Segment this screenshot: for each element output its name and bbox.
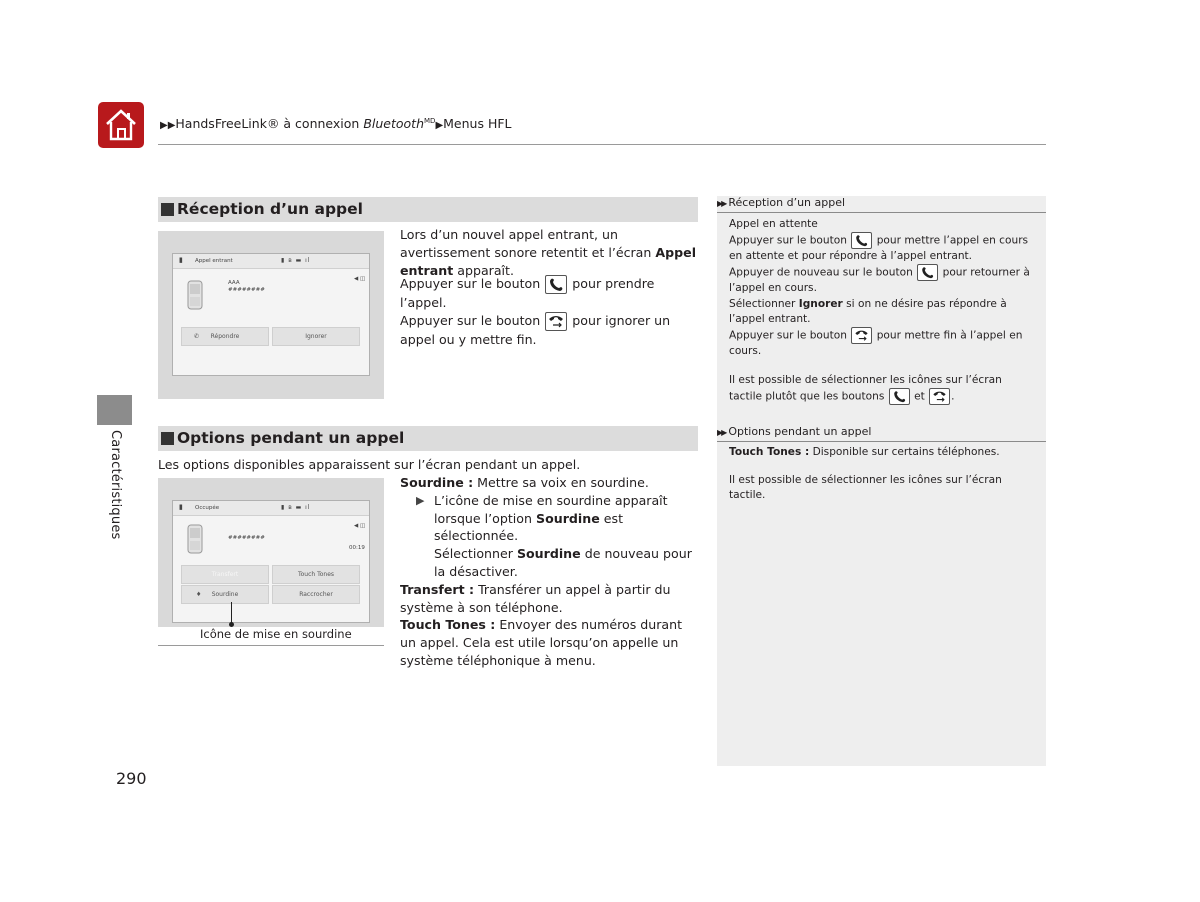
crumb-bluetooth: Bluetooth — [363, 116, 424, 131]
volume-icon: ◀ ◫ — [354, 523, 366, 529]
reception-paragraph-2: Appuyer sur le bouton pour prendre l’appel. Appuyer sur le bouton pour ignorer un appel ou y mettre fin. — [400, 276, 671, 347]
mute-icon-caption: Icône de mise en sourdine — [200, 627, 352, 641]
call-number: ######## — [228, 535, 265, 541]
notes-panel — [717, 196, 1046, 766]
pick-up-button-icon — [851, 232, 872, 249]
screen-title: Appel entrant — [195, 258, 233, 264]
section-square-icon — [161, 432, 174, 445]
hang-up-button-icon — [929, 388, 950, 405]
screen-touch-tones-button[interactable]: Touch Tones — [272, 565, 360, 584]
panel-options-notes: Touch Tones : Disponible sur certains téléphones. Il est possible de sélectionner les icônes sur l’écran tactile. — [729, 446, 1002, 502]
crumb-menus-hfl[interactable]: Menus HFL — [443, 116, 512, 131]
note-arrow-icon: ▶ — [416, 493, 425, 507]
header-rule — [158, 144, 1046, 145]
phone-icon: ▮ — [179, 256, 183, 264]
hang-up-button-icon — [851, 327, 872, 344]
caller-number: ######## — [228, 287, 265, 293]
incoming-call-screen-image — [158, 231, 384, 399]
screen-answer-button[interactable]: ✆ Répondre — [181, 327, 269, 346]
page-number: 290 — [116, 769, 147, 788]
handset-icon — [187, 524, 203, 554]
section-title: Réception d’un appel — [177, 200, 363, 218]
screen-mute-button[interactable]: ♦ Sourdine — [181, 585, 269, 604]
side-label: Caractéristiques — [108, 430, 123, 540]
options-intro: Les options disponibles apparaissent sur l’écran pendant un appel. — [158, 457, 581, 472]
screen-hang-up-button[interactable]: Raccrocher — [272, 585, 360, 604]
reception-paragraph-1: Lors d’un nouvel appel entrant, un avertissement sonore retentit et l’écran Appel entrant apparaît. — [400, 227, 697, 278]
pick-up-button-icon — [545, 275, 567, 294]
section-header-reception — [158, 197, 698, 222]
pick-up-button-icon — [889, 388, 910, 405]
section-header-options — [158, 426, 698, 451]
caller-name: AAA — [228, 280, 240, 286]
panel-heading-reception: ▶▶ Réception d’un appel — [717, 196, 1046, 213]
hang-up-button-icon — [545, 312, 567, 331]
section-title: Options pendant un appel — [177, 429, 405, 447]
double-arrow-icon: ▶▶ — [717, 428, 726, 437]
in-call-screen-image — [158, 478, 384, 646]
handset-icon — [187, 280, 203, 310]
panel-heading-options: ▶▶ Options pendant un appel — [717, 425, 1046, 442]
screen-transfer-button[interactable]: Transfert — [181, 565, 269, 584]
options-description: Sourdine : Mettre sa voix en sourdine. ▶ L’icône de mise en sourdine apparaît lorsque l’option Sourdine est sélectionnée. Sélectionner Sourdine de nouveau pour la désactiver. Transfert : Transférer un appel à partir du système à son téléphone. Touch Tones : Envoyer des numéros durant un appel. Cela est utile lorsqu’on appelle un système téléphonique à menu. — [400, 475, 692, 668]
crumb-handsfreelink[interactable]: HandsFreeLink® à connexion — [175, 116, 364, 131]
side-tab[interactable] — [97, 395, 132, 425]
mute-icon: ♦ — [196, 591, 202, 598]
home-icon — [104, 107, 138, 143]
status-icons: ▮ ʙ ▬ ıl — [281, 257, 311, 264]
panel-reception-notes: Appel en attente Appuyer sur le bouton pour mettre l’appel en cours en attente et pour répondre à l’appel entrant. Appuyer de nouveau sur le bouton pour retourner à l’appel en cours. Sélectionner Ignorer si on ne désire pas répondre à l’appel entrant. Appuyer sur le bouton pour mettre fin à l’appel en cours. Il est possible de sélectionner les icônes sur l’écran tactile plutôt que les boutons et . — [729, 217, 1034, 405]
crumb-sup: MD — [424, 116, 436, 125]
pick-up-button-icon — [917, 264, 938, 281]
home-button[interactable] — [98, 102, 144, 148]
screen-ignore-button[interactable]: Ignorer — [272, 327, 360, 346]
phone-icon: ▮ — [179, 503, 183, 511]
call-timer: 00:19 — [349, 545, 365, 551]
section-square-icon — [161, 203, 174, 216]
answer-icon: ✆ — [194, 333, 200, 340]
double-arrow-icon: ▶▶ — [717, 199, 726, 208]
status-icons: ▮ ʙ ▬ ıl — [281, 504, 311, 511]
breadcrumb: ▶▶HandsFreeLink® à connexion Bluetooth$^{MD}$▶Menus HFL — [160, 116, 512, 131]
screen-title: Occupée — [195, 505, 220, 511]
volume-icon: ◀ ◫ — [354, 276, 366, 282]
